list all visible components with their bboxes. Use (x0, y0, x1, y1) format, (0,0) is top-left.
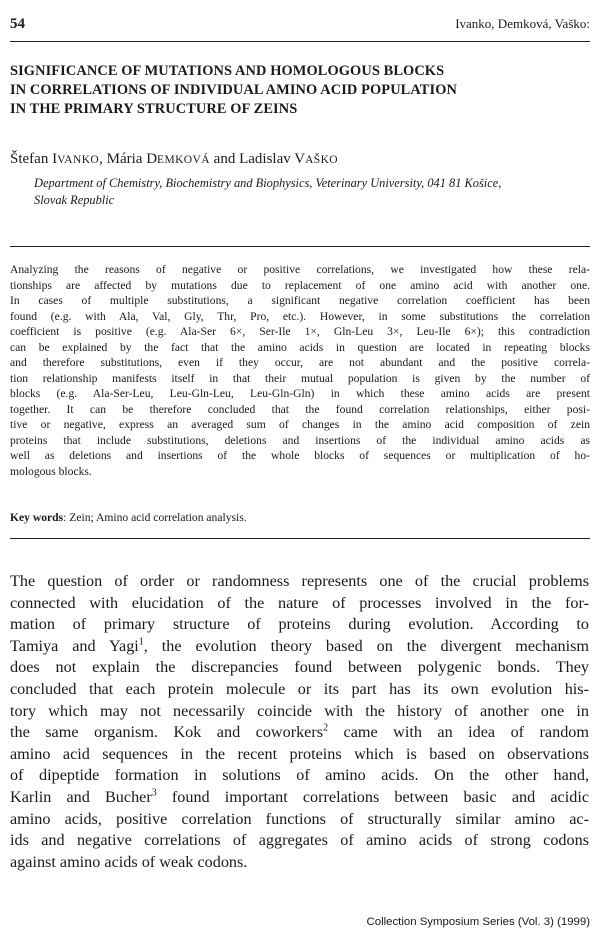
body-line: amino acid sequences in the recent proteins which is based on observations (10, 744, 589, 763)
title-line: IN CORRELATIONS OF INDIVIDUAL AMINO ACID POPULATION (10, 82, 457, 98)
body-line-text: came with an idea of random (343, 723, 589, 742)
title-line: IN THE PRIMARY STRUCTURE OF ZEINS (10, 101, 298, 117)
author-affiliation (34, 175, 580, 209)
page-header (10, 16, 590, 36)
affiliation-line: Slovak Republic (34, 193, 115, 207)
body-line: ids and negative correlations of aggregates of amino acids of strong codons (10, 831, 589, 850)
body-line: amino acids, positive correlation functions of structurally similar amino ac- (10, 809, 589, 828)
abstract-line: blocks (e.g. Ala-Ser-Leu, Leu-Gln-Leu, Leu-Gln-Gln) in which these amino acids are present (10, 387, 590, 400)
body-line (10, 787, 589, 809)
reference-marker: 1 (138, 636, 144, 648)
citation-text (157, 788, 172, 806)
page-footer: Collection Symposium Series (Vol. 3) (1999) (366, 916, 590, 928)
abstract (10, 262, 590, 479)
author-surname-initial: D (146, 151, 158, 167)
citation-text: the same organism. Kok and coworkers (10, 723, 324, 742)
author-surname-initial: I (52, 151, 58, 167)
author-surname-rest: VANKO (57, 154, 100, 166)
abstract-line: tion relationship manifests itself in that their mutual population is given by the number of (10, 371, 590, 385)
reference-marker: 3 (151, 787, 157, 799)
author-given-name: Ladislav (239, 151, 295, 167)
citation-text: Tamiya and Yagi (10, 636, 139, 655)
citation-text: , (143, 636, 162, 655)
abstract-line: proteins that include substitutions, deletions and insertions of the individual amino acids as (10, 433, 590, 447)
keywords-label: Key words (10, 511, 64, 524)
abstract-line: together. It can be therefore concluded that the found correlation relationships, either posi- (10, 402, 590, 416)
body-line-text: found important correlations between basic and acidic (171, 787, 590, 806)
body-line: connected with elucidation of the nature of processes involved in the for- (10, 593, 589, 612)
author-given-name: Štefan (10, 151, 53, 167)
abstract-line: well as deletions and insertions of the whole blocks of sequences or multiplication of ho- (10, 449, 590, 462)
body-line: tory which may not necessarily coincide with the history of another one in (10, 701, 589, 720)
body-line (10, 636, 589, 658)
abstract-bottom-rule (10, 538, 590, 539)
body-paragraph (10, 571, 589, 873)
abstract-line: coefficient is positive (e.g. Ala-Ser 6×, Ser-Ile 1×, Gln-Leu 3×, Leu-Ile 6×); this contradiction (10, 325, 590, 338)
body-line: concluded that each protein molecule or its part has its own evolution his- (10, 679, 589, 698)
abstract-line: can be explained by the fact that the amino acids in question are located in repeating blocks (10, 340, 590, 354)
keywords-text: : Zein; Amino acid correlation analysis. (63, 511, 247, 524)
author-surname-initial: V (294, 151, 306, 167)
abstract-line: tionships are affected by mutations due to replacement of one amino acid with another one. (10, 278, 590, 292)
header-rule (10, 41, 590, 42)
body-line: does not explain the discrepancies found between polygenic bonds. They (10, 658, 589, 677)
abstract-line: found (e.g. with Ala, Val, Gly, Thr, Pro, etc.). However, in some substitutions the correlation (10, 309, 590, 323)
author-list (10, 149, 338, 170)
author-separator: and (209, 151, 240, 167)
abstract-top-rule (10, 246, 590, 247)
author-surname-rest: EMKOVÁ (157, 154, 210, 166)
body-line-text: the evolution theory based on the divergent mechanism (161, 636, 589, 655)
abstract-line: Analyzing the reasons of negative or positive correlations, we investigated how these rela- (10, 263, 590, 276)
abstract-line: and therefore substitutions, even if they occur, are not abundant and the positive correla- (10, 356, 590, 369)
abstract-line: tive or negative, express an averaged sum of changes in the amino acid composition of zein (10, 418, 590, 431)
body-line: against amino acids of weak codons. (10, 852, 248, 871)
article-title (10, 62, 580, 119)
abstract-line: In cases of multiple substitutions, a significant negative correlation coefficient has been (10, 294, 590, 307)
page-number: 54 (10, 16, 25, 32)
reference-marker: 2 (323, 722, 329, 734)
author-surname-rest: AŠKO (305, 154, 338, 166)
body-line: The question of order or randomness represents one of the crucial problems (10, 572, 589, 590)
affiliation-line: Department of Chemistry, Biochemistry and Biophysics, Veterinary University, 041 81 Košice, (34, 176, 502, 190)
citation-text: Karlin and Bucher (10, 787, 152, 806)
keywords (10, 510, 590, 526)
title-line: SIGNIFICANCE OF MUTATIONS AND HOMOLOGOUS BLOCKS (10, 63, 445, 79)
running-head: Ivanko, Demková, Vaško: (455, 16, 590, 31)
body-line (10, 722, 589, 744)
body-line: mation of primary structure of proteins during evolution. According to (10, 615, 589, 634)
abstract-line: mologous blocks. (10, 464, 92, 478)
author-separator: , (99, 151, 107, 167)
body-line: of dipeptide formation in solutions of amino acids. On the other hand, (10, 766, 589, 785)
citation-text (328, 723, 343, 741)
author-given-name: Mária (106, 151, 147, 167)
